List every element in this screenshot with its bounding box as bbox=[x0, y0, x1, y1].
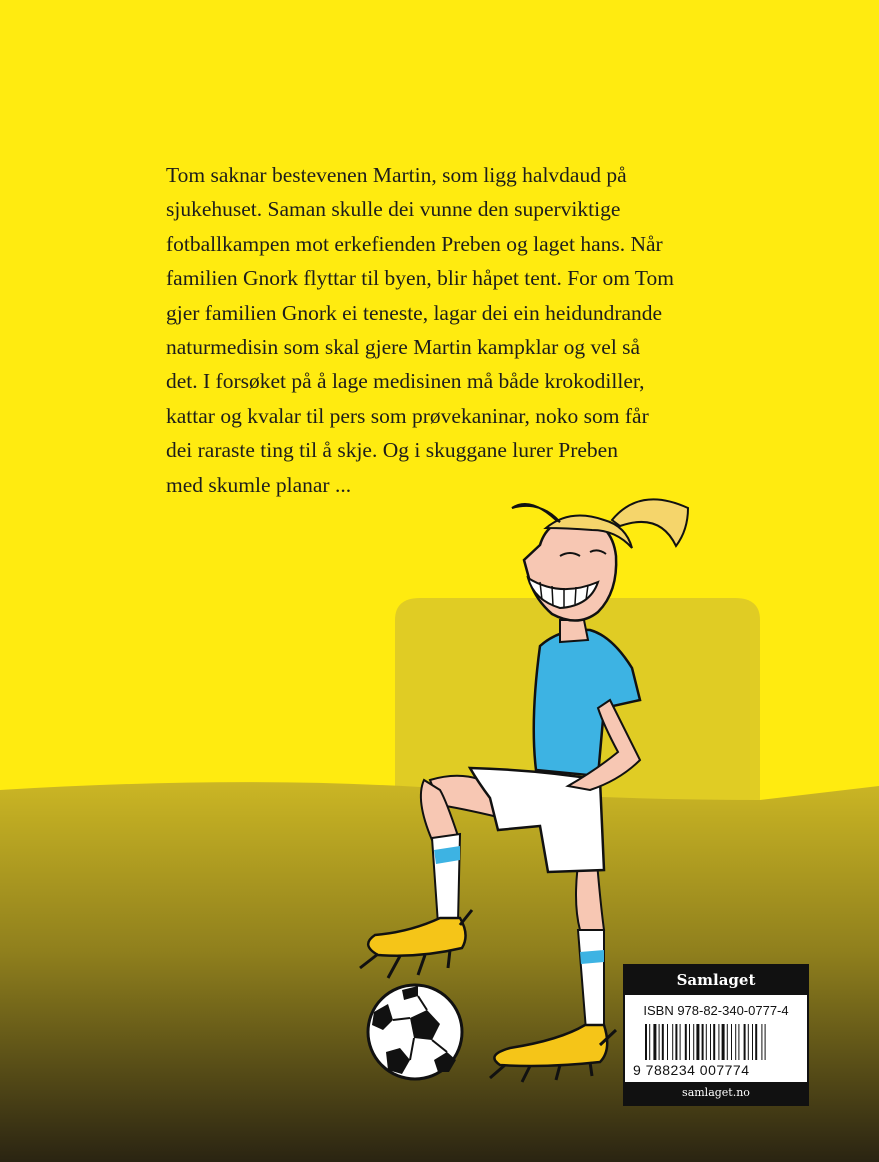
football bbox=[368, 985, 462, 1079]
barcode-digits: 9 788234 007774 bbox=[633, 1062, 750, 1078]
barcode-label bbox=[623, 964, 809, 1106]
isbn-number: ISBN 978-82-340-0777-4 bbox=[643, 1003, 789, 1018]
publisher-website: samlaget.no bbox=[625, 1082, 807, 1104]
back-cover-blurb: Tom saknar bestevenen Martin, som ligg halvdaud på sjukehuset. Saman skulle dei vunne den superviktige fotballkampen mot erkefienden Preben og laget hans. Når familien Gnork flyttar til byen, blir håpet tent. For om Tom gjer familien Gnork ei teneste, lagar dei ein heidundrande naturmedisin som skal gjere Martin kampklar og vel så det. I forsøket på å lage medisinen må både krokodiller, kattar og kvalar til pers som prøvekaninar, noko som får dei raraste ting til å skje. Og i skuggane lurer Preben med skumle planar ... bbox=[166, 163, 675, 497]
publisher-name: Samlaget bbox=[625, 966, 807, 995]
barcode-icon bbox=[631, 1024, 803, 1064]
pigtail-left bbox=[512, 504, 560, 522]
